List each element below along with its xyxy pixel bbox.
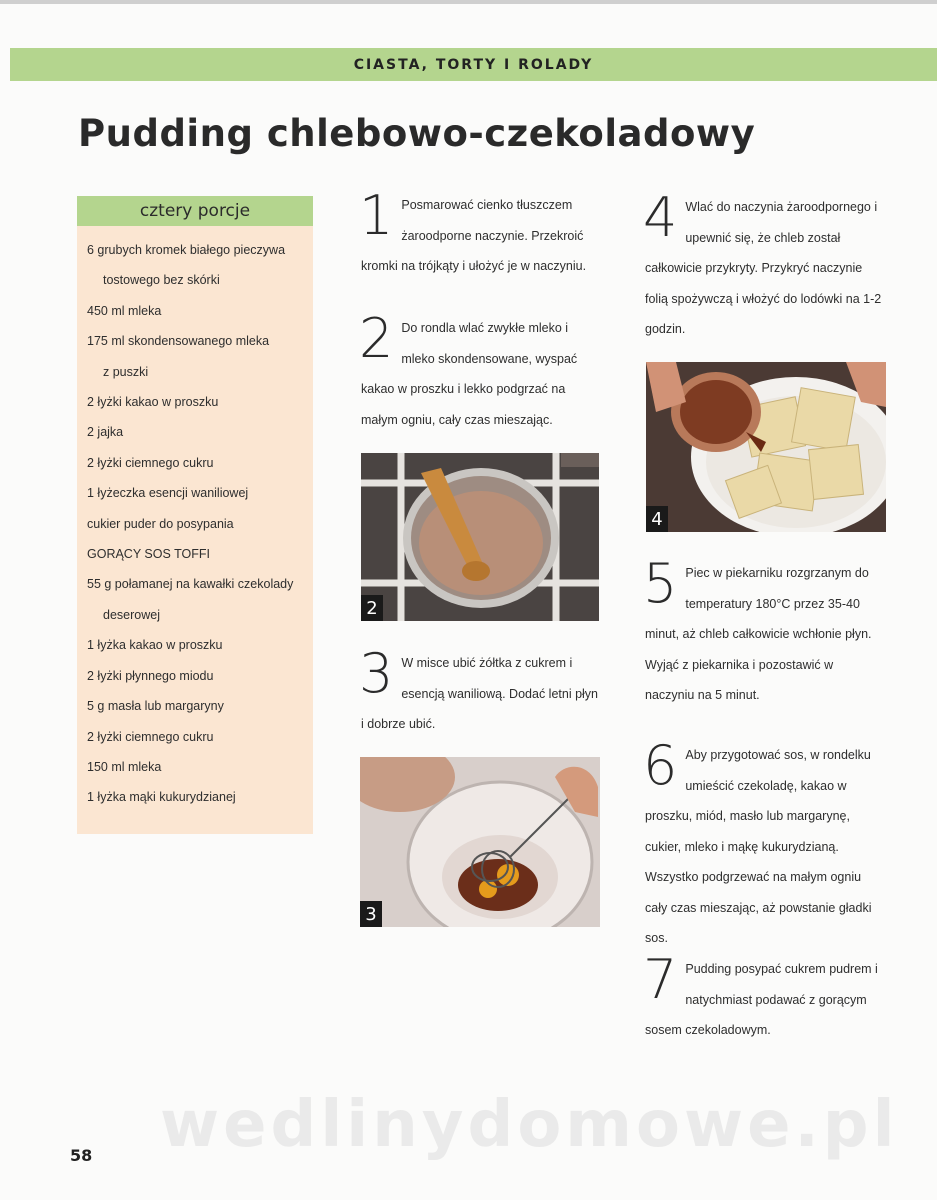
- step-1: [359, 184, 601, 282]
- ingredients-list: [77, 226, 313, 813]
- step-number: 3: [359, 642, 394, 705]
- photo-label: 2: [361, 595, 383, 621]
- step-text: Posmarować cienko tłuszczem żaroodporne naczynie. Przekroić kromki na trójkąty i ułożyć je w naczyniu.: [361, 198, 587, 273]
- ingredient-item: cukier puder do posypania: [87, 516, 234, 531]
- step-text: Do rondla wlać zwykłe mleko i mleko skondensowane, wyspać kakao w proszku i lekko podgrzać na małym ogniu, cały czas mieszając.: [361, 321, 578, 427]
- step-3: [359, 642, 601, 740]
- ingredients-panel: [77, 196, 313, 834]
- ingredient-item: 5 g masła lub margaryny: [87, 699, 224, 714]
- step-number: 6: [643, 734, 678, 797]
- ingredient-item: tostowego bez skórki: [103, 273, 220, 288]
- step-5: [643, 552, 885, 711]
- ingredient-item: 2 łyżki ciemnego cukru: [87, 729, 214, 744]
- saucepan-illustration: [361, 453, 599, 621]
- section-header: [10, 48, 937, 81]
- ingredient-subheading: GORĄCY SOS TOFFI: [87, 547, 210, 562]
- step-4: [643, 186, 885, 345]
- ingredient-item: 6 grubych kromek białego pieczywa: [87, 243, 286, 257]
- ingredient-item: 2 łyżki ciemnego cukru: [87, 455, 214, 470]
- ingredient-item: 1 łyżeczka esencji waniliowej: [87, 486, 249, 501]
- step-6: [643, 734, 885, 954]
- ingredient-item: 55 g połamanej na kawałki czekolady: [87, 577, 294, 592]
- ingredient-item: deserowej: [103, 607, 160, 622]
- step-text: Piec w piekarniku rozgrzanym do temperatury 180°C przez 35-40 minut, aż chleb całkowicie wchłonie płyn. Wyjąć z piekarnika i pozostawić w naczyniu na 5 minut.: [645, 566, 872, 702]
- pouring-dish-illustration: [646, 362, 886, 532]
- step-text: Wlać do naczynia żaroodpornego i upewnić się, że chleb został całkowicie przykryty. Przykryć naczynie folią spożywczą i włożyć do lodówki na 1-2 godzin.: [645, 200, 882, 336]
- step-number: 1: [359, 184, 394, 247]
- step-number: 2: [359, 307, 394, 370]
- watermark: wedlinydomowe.pl: [160, 1088, 899, 1162]
- ingredient-item: 150 ml mleka: [87, 759, 162, 774]
- photo-step-4: [646, 362, 886, 532]
- whisking-bowl-illustration: [360, 757, 600, 927]
- step-number: 7: [643, 948, 678, 1011]
- ingredient-item: z puszki: [103, 364, 149, 379]
- top-rule: [0, 0, 937, 4]
- step-2: [359, 307, 601, 435]
- photo-label: 3: [360, 901, 382, 927]
- ingredient-item: 1 łyżka mąki kukurydzianej: [87, 790, 236, 805]
- page-number: 58: [70, 1146, 93, 1165]
- ingredient-item: 1 łyżka kakao w proszku: [87, 638, 223, 653]
- section-title: CIASTA, TORTY I ROLADY: [353, 56, 594, 73]
- photo-step-3: [360, 757, 600, 927]
- ingredient-item: 2 jajka: [87, 425, 124, 440]
- recipe-title: Pudding chlebowo-czekoladowy: [78, 112, 756, 155]
- ingredient-item: 175 ml skondensowanego mleka: [87, 334, 270, 349]
- step-text: W misce ubić żółtka z cukrem i esencją waniliową. Dodać letni płyn i dobrze ubić.: [361, 656, 598, 731]
- servings-heading: cztery porcje: [77, 196, 313, 226]
- step-text: Aby przygotować sos, w rondelku umieścić czekoladę, kakao w proszku, miód, masło lub margarynę, cukier, mleko i mąkę kukurydzianą. Wszystko podgrzewać na małym ogniu cały czas mieszając, aż powstanie gładki sos.: [645, 748, 872, 945]
- photo-label: 4: [646, 506, 668, 532]
- step-7: [643, 948, 885, 1046]
- ingredient-item: 450 ml mleka: [87, 303, 162, 318]
- step-number: 4: [643, 186, 678, 249]
- ingredient-item: 2 łyżki płynnego miodu: [87, 668, 214, 683]
- ingredient-item: 2 łyżki kakao w proszku: [87, 395, 219, 410]
- step-number: 5: [643, 552, 678, 615]
- photo-step-2: [361, 453, 599, 621]
- step-text: Pudding posypać cukrem pudrem i natychmiast podawać z gorącym sosem czekoladowym.: [645, 962, 878, 1037]
